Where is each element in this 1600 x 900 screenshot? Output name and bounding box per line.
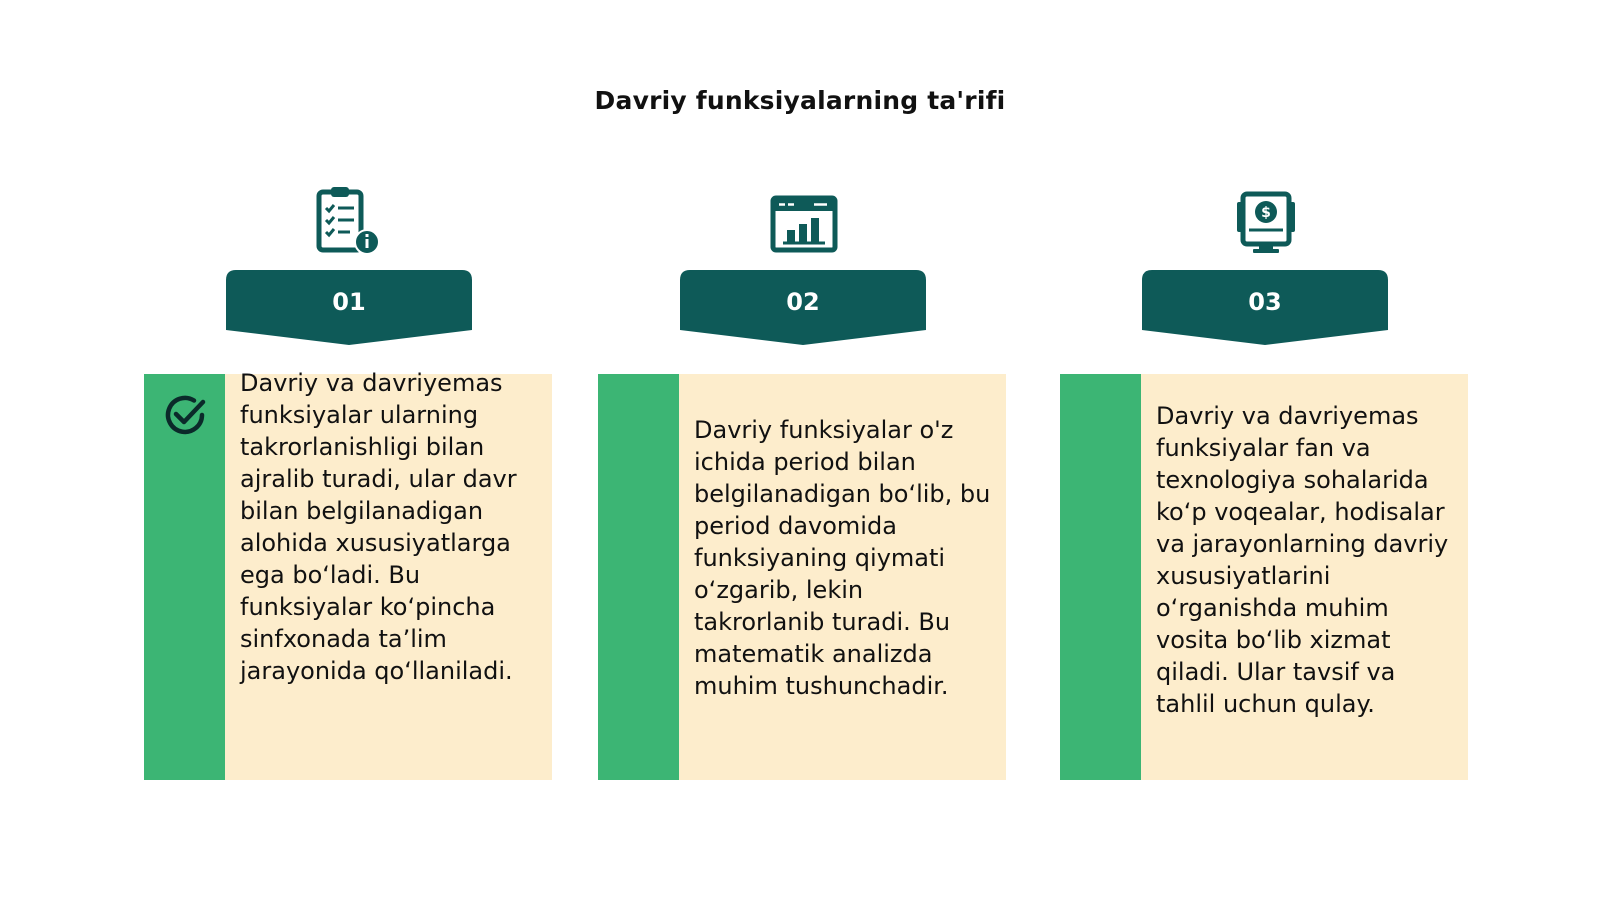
step-card-01 — [144, 369, 552, 780]
card-accent-bar — [1060, 374, 1141, 780]
card-body — [1141, 374, 1468, 780]
step-column-02 — [598, 0, 1008, 900]
card-accent-bar — [598, 374, 679, 780]
svg-text:$: $ — [1261, 205, 1271, 221]
step-badge-03 — [1142, 270, 1388, 348]
step-description: Davriy va davriyemas funksiyalar fan va texnologiya sohalarida ko‘p voqealar, hodisalar va jarayonlarning davriy xususiyatlarini o‘rganishda muhim vosita bo‘lib xizmat qiladi. Ular tavsif va tahlil uchun qulay. — [1156, 402, 1449, 718]
step-number: 02 — [786, 288, 820, 316]
check-circle-icon — [162, 392, 208, 438]
step-column-01 — [144, 0, 554, 900]
page-title: Davriy funksiyalarning ta'rifi — [594, 86, 1006, 115]
step-column-03 — [1060, 0, 1470, 900]
step-number: 01 — [332, 288, 366, 316]
clipboard-info-icon — [315, 186, 385, 256]
money-device-icon — [1231, 186, 1301, 256]
card-body — [679, 374, 1006, 780]
step-badge-01 — [226, 270, 472, 348]
card-accent-bar — [144, 374, 225, 780]
bar-chart-window-icon — [769, 186, 839, 256]
card-body — [225, 369, 552, 780]
step-number: 03 — [1248, 288, 1282, 316]
step-card-03 — [1060, 374, 1468, 780]
step-card-02 — [598, 374, 1006, 780]
step-description: Davriy funksiyalar o'z ichida period bilan belgilanadigan bo‘lib, bu period davomida funksiyaning qiymati o‘zgarib, lekin takrorlanib turadi. Bu matematik analizda muhim tushunchadir. — [694, 416, 991, 700]
step-description: Davriy va davriyemas funksiyalar ularning takrorlanishligi bilan ajralib turadi, ular davr bilan belgilanadigan alohida xususiyatlarga ega bo‘ladi. Bu funksiyalar ko‘pincha sinfxonada ta’lim jarayonida qo‘llaniladi. — [240, 369, 517, 685]
step-badge-02 — [680, 270, 926, 348]
